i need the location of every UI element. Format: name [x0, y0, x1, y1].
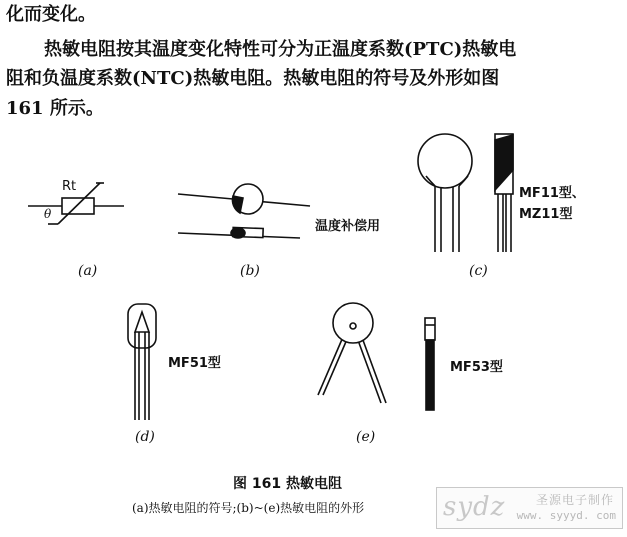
text-line-0: 化而变化。	[6, 4, 96, 25]
sublabel-d: (d)	[135, 429, 155, 445]
figure-caption: 图 161 热敏电阻	[233, 476, 342, 492]
thermistor-side-e	[425, 318, 435, 410]
watermark	[436, 487, 623, 529]
thermistor-side-c	[495, 134, 513, 252]
label-theta: θ	[44, 207, 52, 221]
figure-caption-note: (a)热敏电阻的符号;(b)~(e)热敏电阻的外形	[132, 501, 365, 515]
label-temp-comp: 温度补偿用	[315, 219, 381, 234]
watermark-url: www. syyyd. com	[516, 509, 616, 522]
sublabel-b: (b)	[240, 263, 260, 279]
label-mf53: MF53型	[450, 360, 503, 375]
sublabel-e: (e)	[356, 429, 376, 445]
label-mf11: MF11型、	[519, 186, 585, 201]
text-line-3: 161 所示。	[6, 98, 104, 119]
text-line-2: 阻和负温度系数(NTC)热敏电阻。热敏电阻的符号及外形如图	[6, 68, 500, 89]
thermistor-bead-b	[178, 184, 310, 238]
thermistor-disk-e	[318, 303, 386, 403]
label-mf51: MF51型	[168, 356, 221, 371]
text-line-1: 热敏电阻按其温度变化特性可分为正温度系数(PTC)热敏电	[44, 39, 517, 60]
sublabel-c: (c)	[469, 263, 488, 279]
sublabel-a: (a)	[78, 263, 98, 279]
watermark-name: 圣源电子制作	[535, 493, 614, 507]
label-mz11: MZ11型	[519, 207, 573, 222]
thermistor-disk-c	[418, 134, 472, 252]
watermark-logo: sydz	[443, 492, 506, 522]
thermistor-glass-d	[128, 304, 156, 420]
label-rt: Rt	[62, 179, 77, 194]
